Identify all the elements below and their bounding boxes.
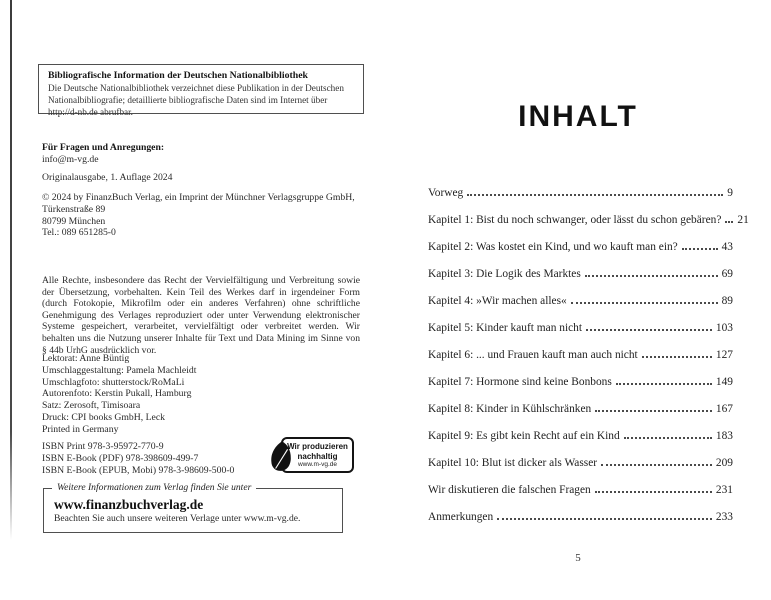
toc-row bbox=[428, 199, 749, 226]
dot-leader bbox=[624, 437, 712, 439]
page-edge-line bbox=[10, 0, 12, 540]
publisher-website: www.finanzbuchverlag.de bbox=[54, 497, 204, 512]
dot-leader bbox=[725, 221, 733, 223]
toc-row bbox=[428, 226, 733, 253]
isbn-print: ISBN Print 978-3-95972-770-9 bbox=[42, 441, 164, 452]
eco-badge-url: www.m-vg.de bbox=[297, 461, 337, 468]
toc-entry-page: 183 bbox=[715, 430, 733, 442]
isbn-block bbox=[42, 441, 234, 476]
rights-paragraph: Alle Rechte, insbesondere das Recht der Vervielfältigung und Verbreitung sowie der Übersetzung, vorbehalten. Kein Teil des Werkes darf in irgendeiner Form (durch Fotokopie, Mikrofilm oder ein anderes Verfahren) ohne schriftliche Genehmigung des Verlages reproduziert oder unter Verwendung elektronischer Systeme gespeichert, verarbeitet, vervielfältigt oder verbreitet werden. Wir behalten uns die Nutzung unserer Inhalte für Text und Data Mining im Sinne von § 44b UrhG ausdrücklich vor. bbox=[42, 275, 360, 356]
toc-row bbox=[428, 307, 733, 334]
toc-entry-label: Vorweg bbox=[428, 187, 464, 199]
toc-row bbox=[428, 361, 733, 388]
contact-email: info@m-vg.de bbox=[42, 153, 99, 165]
dnb-title: Bibliografische Information der Deutschen Nationalbibliothek bbox=[48, 70, 308, 81]
toc-row bbox=[428, 334, 733, 361]
verlag-info-box bbox=[43, 482, 343, 533]
dot-leader bbox=[497, 518, 712, 520]
eco-badge-line1: Wir produzieren bbox=[287, 442, 348, 451]
credit-umschlaggestaltung: Umschlaggestaltung: Pamela Machleidt bbox=[42, 364, 197, 376]
toc-entry-label: Anmerkungen bbox=[428, 511, 494, 523]
edition-line: Originalausgabe, 1. Auflage 2024 bbox=[42, 172, 173, 183]
dot-leader bbox=[571, 302, 718, 304]
eco-badge bbox=[281, 437, 354, 473]
toc-entry-label: Kapitel 6: ... und Frauen kauft man auch nicht bbox=[428, 349, 638, 361]
toc-row bbox=[428, 469, 733, 496]
dot-leader bbox=[601, 464, 712, 466]
publisher-phone: Tel.: 089 651285-0 bbox=[42, 227, 116, 239]
credits-block bbox=[42, 353, 196, 436]
dot-leader bbox=[595, 410, 712, 412]
page-number: 5 bbox=[575, 552, 581, 564]
contact-heading: Für Fragen und Anregungen: bbox=[42, 142, 165, 153]
toc-entry-label: Kapitel 2: Was kostet ein Kind, und wo kauft man ein? bbox=[428, 241, 678, 253]
verlag-box-legend: Weitere Informationen zum Verlag finden Sie unter bbox=[52, 482, 256, 493]
publisher-block bbox=[42, 192, 355, 239]
toc-entry-page: 149 bbox=[715, 376, 733, 388]
credit-umschlagfoto: Umschlagfoto: shutterstock/RoMaLi bbox=[42, 376, 185, 388]
dot-leader bbox=[467, 194, 723, 196]
table-of-contents bbox=[428, 172, 749, 523]
credit-lektorat: Lektorat: Anne Büntig bbox=[42, 353, 130, 364]
dot-leader bbox=[682, 248, 718, 250]
toc-entry-label: Kapitel 3: Die Logik des Marktes bbox=[428, 268, 581, 280]
copyright-line: © 2024 by FinanzBuch Verlag, ein Imprint der Münchner Verlagsgruppe GmbH, bbox=[42, 192, 355, 203]
credit-satz: Satz: Zerosoft, Timisoara bbox=[42, 400, 141, 412]
toc-entry-label: Kapitel 8: Kinder in Kühlschränken bbox=[428, 403, 592, 415]
dot-leader bbox=[586, 329, 712, 331]
isbn-ebook-epub: ISBN E-Book (EPUB, Mobi) 978-3-98609-500-0 bbox=[42, 464, 235, 476]
toc-row bbox=[428, 172, 733, 199]
toc-entry-page: 233 bbox=[715, 511, 733, 523]
credit-printed: Printed in Germany bbox=[42, 423, 119, 435]
toc-entry-label: Kapitel 7: Hormone sind keine Bonbons bbox=[428, 376, 612, 388]
toc-entry-page: 209 bbox=[715, 457, 733, 469]
dnb-info-box bbox=[38, 64, 364, 117]
toc-entry-page: 9 bbox=[727, 187, 733, 199]
toc-entry-page: 167 bbox=[715, 403, 733, 415]
dot-leader bbox=[616, 383, 712, 385]
toc-row bbox=[428, 280, 733, 307]
toc-entry-label: Kapitel 1: Bist du noch schwanger, oder lässt du schon gebären? bbox=[428, 214, 722, 226]
toc-entry-page: 103 bbox=[715, 322, 733, 334]
publisher-street: Türkenstraße 89 bbox=[42, 203, 106, 215]
dot-leader bbox=[595, 491, 712, 493]
toc-entry-page: 231 bbox=[715, 484, 733, 496]
toc-entry-label: Kapitel 4: »Wir machen alles« bbox=[428, 295, 567, 307]
toc-entry-label: Kapitel 5: Kinder kauft man nicht bbox=[428, 322, 583, 334]
toc-entry-label: Wir diskutieren die falschen Fragen bbox=[428, 484, 591, 496]
toc-row bbox=[428, 496, 733, 523]
toc-entry-label: Kapitel 9: Es gibt kein Recht auf ein Kind bbox=[428, 430, 620, 442]
toc-entry-page: 69 bbox=[721, 268, 733, 280]
toc-title: INHALT bbox=[518, 100, 638, 133]
publisher-city: 80799 München bbox=[42, 215, 106, 227]
dot-leader bbox=[585, 275, 718, 277]
isbn-ebook-pdf: ISBN E-Book (PDF) 978-398609-499-7 bbox=[42, 452, 199, 464]
leaf-icon bbox=[270, 441, 294, 472]
dnb-body: Die Deutsche Nationalbibliothek verzeichnet diese Publikation in der Deutschen Nationalbibliografie; detaillierte bibliografische Daten sind im Internet über http://d-nb.de abrufbar. bbox=[48, 83, 344, 117]
toc-entry-page: 89 bbox=[721, 295, 733, 307]
credit-druck: Druck: CPI books GmbH, Leck bbox=[42, 411, 165, 423]
toc-row bbox=[428, 442, 733, 469]
dot-leader bbox=[642, 356, 712, 358]
toc-entry-page: 127 bbox=[715, 349, 733, 361]
toc-row bbox=[428, 253, 733, 280]
toc-entry-page: 43 bbox=[721, 241, 733, 253]
credit-autorenfoto: Autorenfoto: Kerstin Pukall, Hamburg bbox=[42, 388, 192, 400]
toc-row bbox=[428, 415, 733, 442]
toc-row bbox=[428, 388, 733, 415]
toc-entry-page: 21 bbox=[737, 214, 749, 226]
eco-badge-line2: nachhaltig bbox=[297, 451, 338, 461]
contact-block bbox=[42, 142, 164, 166]
toc-entry-label: Kapitel 10: Blut ist dicker als Wasser bbox=[428, 457, 598, 469]
verlag-box-note: Beachten Sie auch unsere weiteren Verlage unter www.m-vg.de. bbox=[54, 513, 301, 524]
